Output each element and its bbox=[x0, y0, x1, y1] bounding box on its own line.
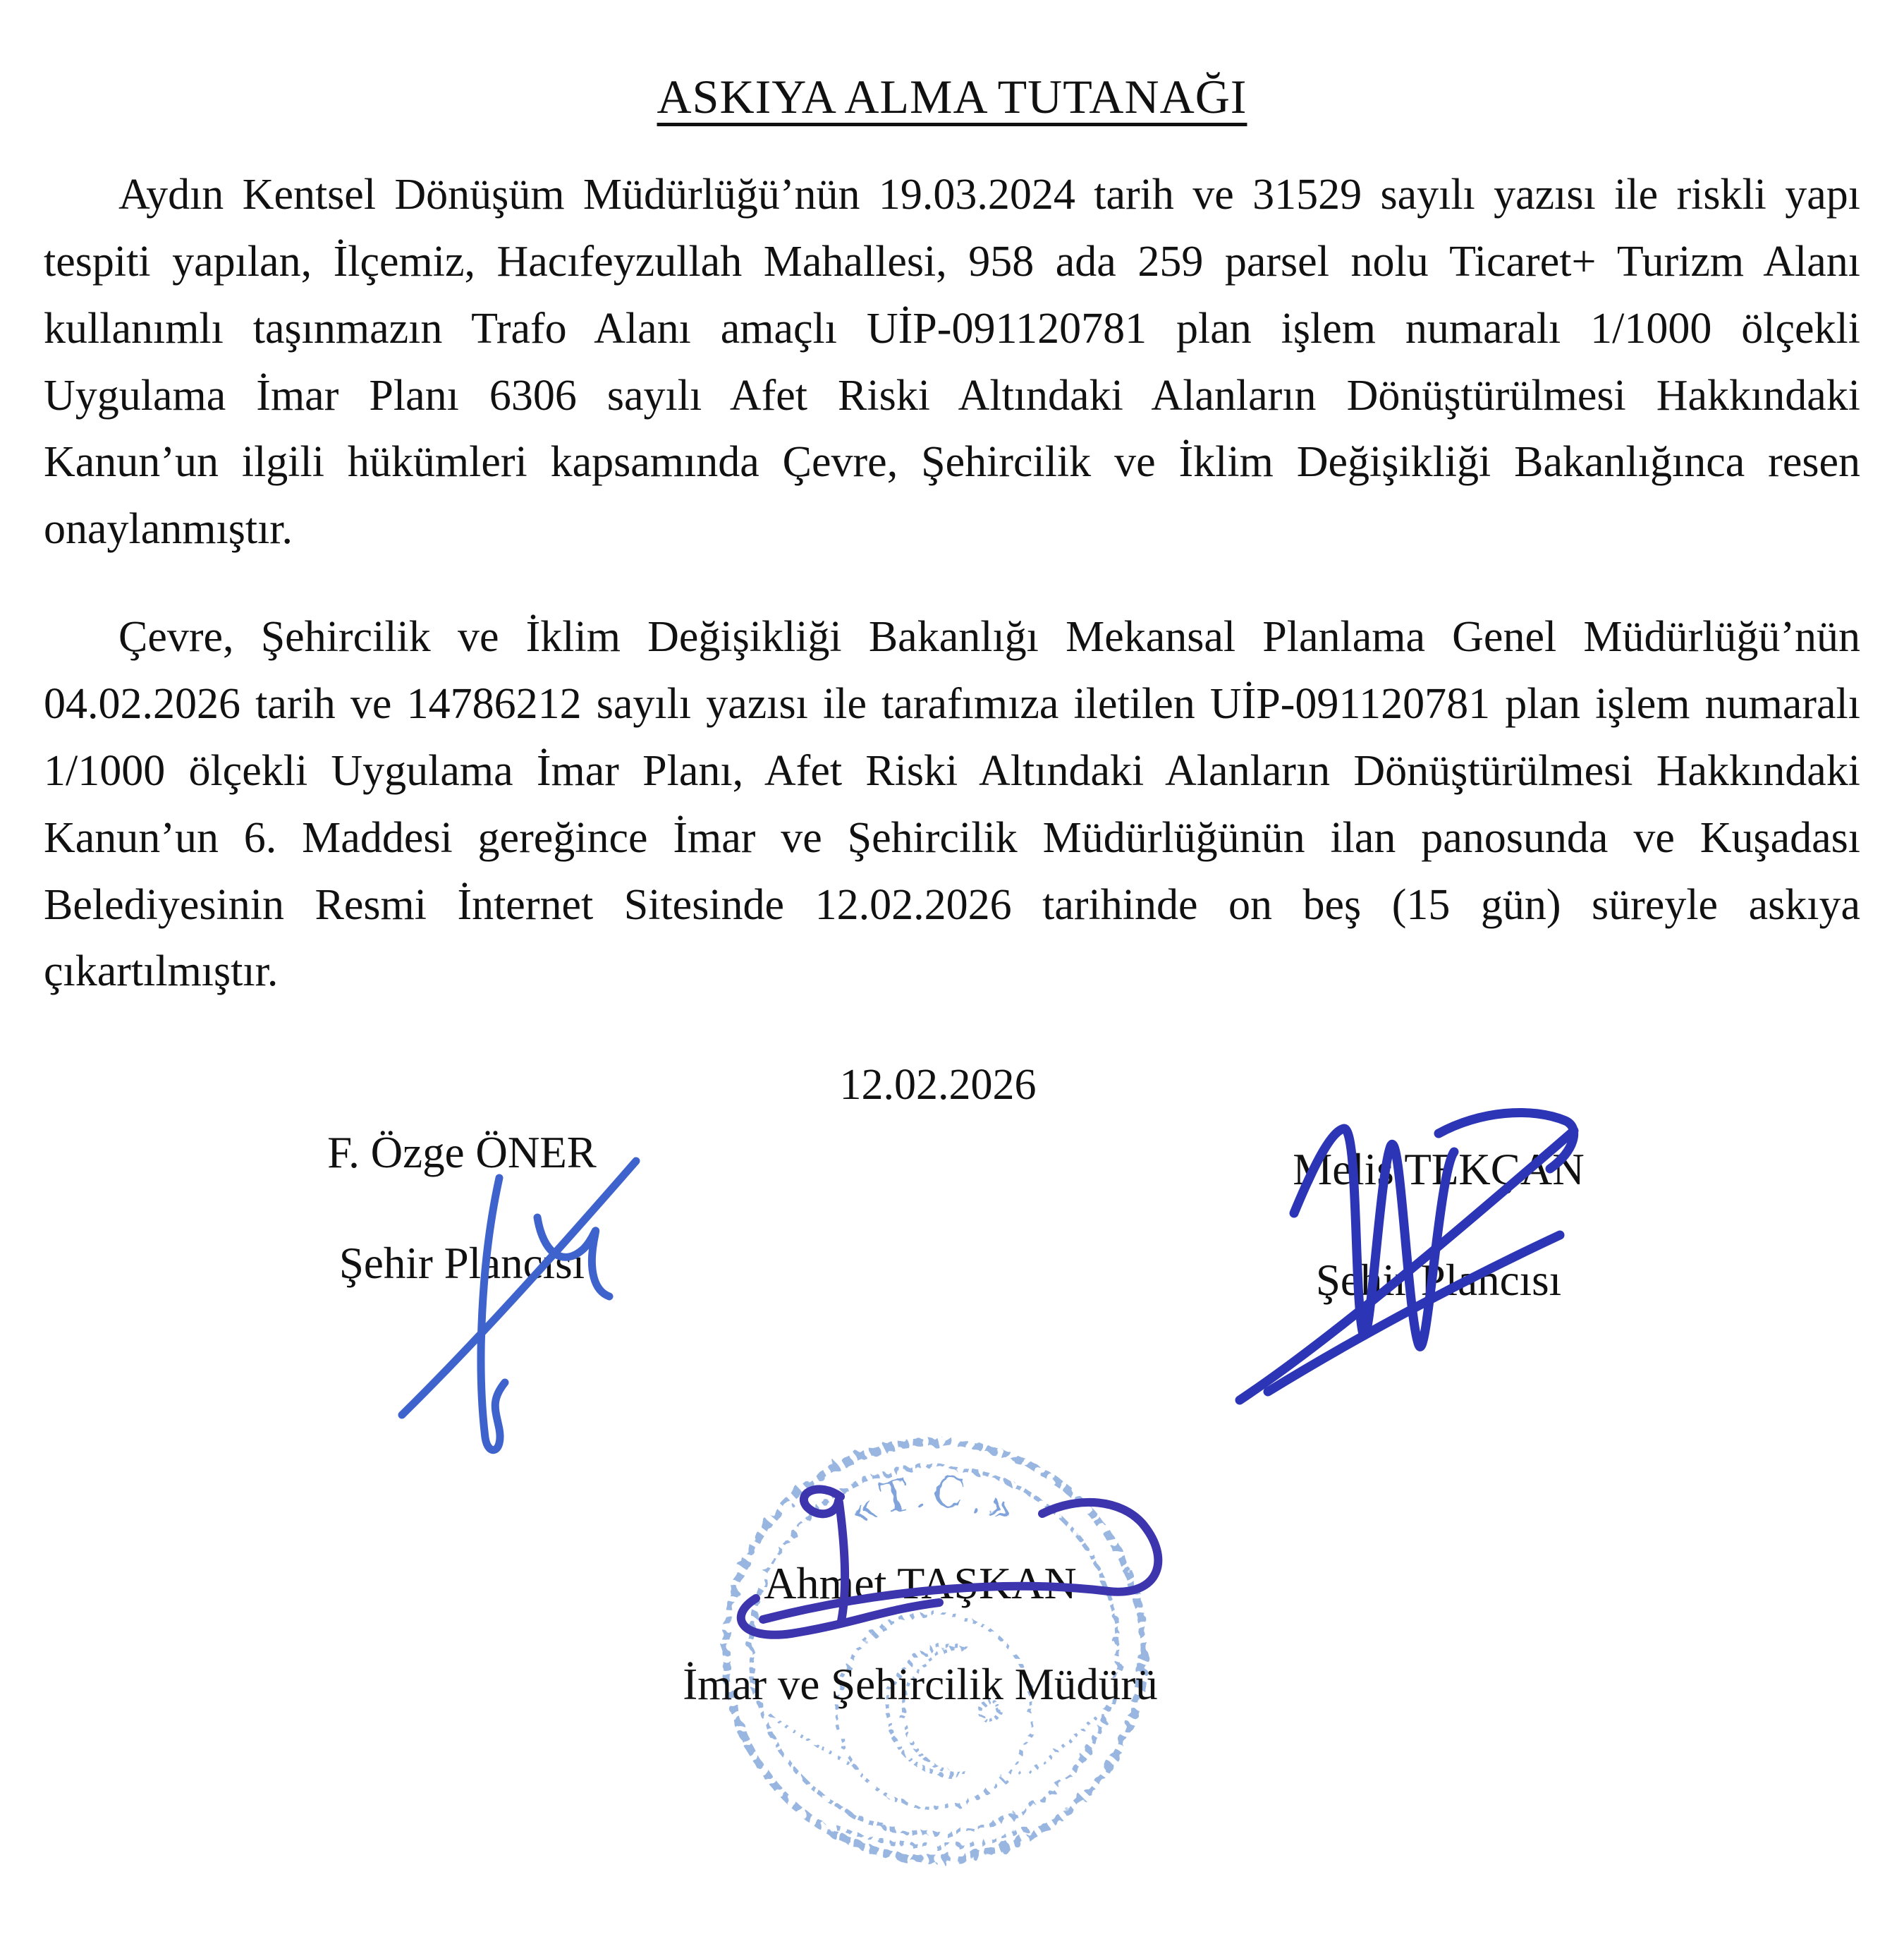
signature-ink-right bbox=[1227, 1090, 1594, 1421]
paragraph-approval: Aydın Kentsel Dönüşüm Müdürlüğü’nün 19.03.2024 tarih ve 31529 sayılı yazısı ile riskli yapı tespiti yapılan, İlçemiz, Hacıfeyzullah Mahallesi, 958 ada 259 parsel nolu Ticaret+ Turizm Alanı kullanımlı taşınmazın Trafo Alanı amaçlı UİP-091120781 plan işlem numaralı 1/1000 ölçekli Uygulama İmar Planı 6306 sayılı Afet Riski Altındaki Alanların Dönüştürülmesi Hakkındaki Kanun’un ilgili hükümleri kapsamında Çevre, Şehircilik ve İklim Değişikliği Bakanlığınca resen onaylanmıştır. bbox=[44, 171, 1860, 554]
stamp-flourish-left bbox=[772, 1718, 857, 1767]
stamp-flourish-right bbox=[1019, 1718, 1097, 1777]
signer-left-name: F. Özge ÖNER bbox=[327, 1128, 597, 1177]
stamp-bottom-arc bbox=[836, 1827, 1033, 1847]
signer-right-role: Şehir Plancısı bbox=[1315, 1256, 1562, 1305]
signer-right-name: Melis TEKÇAN bbox=[1293, 1145, 1585, 1194]
signature-ink-bottom bbox=[712, 1474, 1192, 1658]
document-body bbox=[44, 162, 1860, 1110]
signature-ink-left bbox=[374, 1134, 663, 1466]
stamp-tc-text: «T.C.» bbox=[840, 1464, 1029, 1536]
approver-name: Ahmet TAŞKAN bbox=[764, 1558, 1077, 1608]
date-value: 12.02.2026 bbox=[839, 1061, 1037, 1110]
signer-left-role: Şehir Plancısı bbox=[338, 1239, 585, 1288]
page-title-text: ASKIYA ALMA TUTANAĞI bbox=[657, 70, 1247, 123]
approver-role: İmar ve Şehircilik Müdürü bbox=[683, 1660, 1158, 1709]
page-title bbox=[0, 0, 1904, 125]
paragraph-announcement: Çevre, Şehircilik ve İklim Değişikliği Bakanlığı Mekansal Planlama Genel Müdürlüğü’nün 04.02.2026 tarih ve 14786212 sayılı yazısı ile tarafımıza iletilen UİP-091120781 plan işlem numaralı 1/1000 ölçekli Uygulama İmar Planı, Afet Riski Altındaki Alanların Dönüştürülmesi Hakkındaki Kanun’un 6. Maddesi gereğince İmar ve Şehircilik Müdürlüğünün ilan panosunda ve Kuşadası Belediyesinin Resmi İnternet Sitesinde 12.02.2026 tarihinde on beş (15 gün) süreyle askıya çıkartılmıştır. bbox=[44, 613, 1860, 996]
